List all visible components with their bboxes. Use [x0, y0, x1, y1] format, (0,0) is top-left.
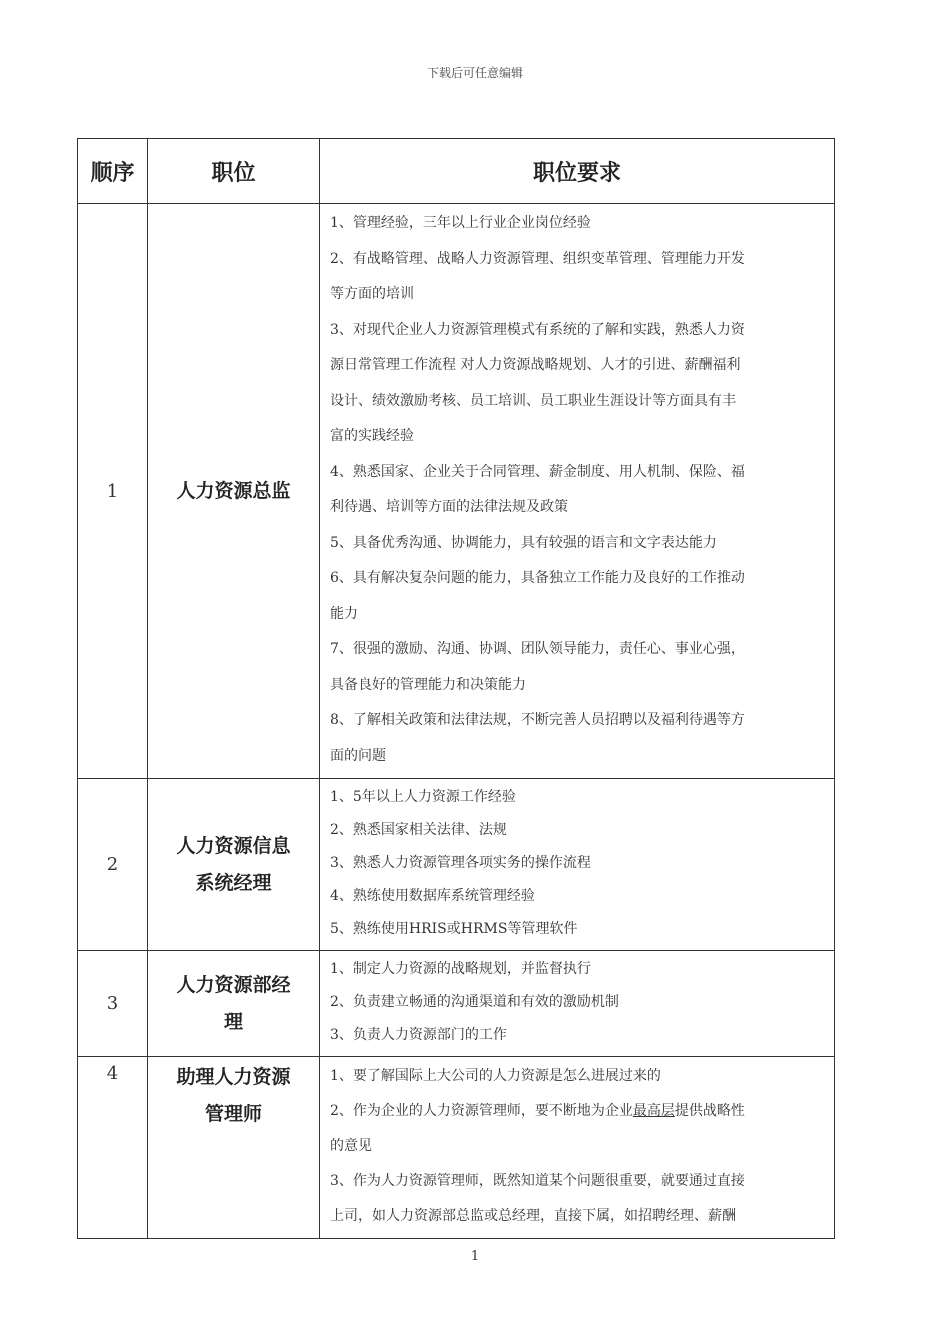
page-number: 1: [470, 1249, 480, 1264]
requirement-line: 5、具备优秀沟通、协调能力，具有较强的语言和文字表达能力: [330, 534, 717, 551]
requirements-cell: [320, 204, 835, 779]
position-cell: [148, 1057, 320, 1239]
requirement-line: 富的实践经验: [330, 428, 414, 444]
requirement-line: 利待遇、培训等方面的法律法规及政策: [330, 499, 568, 515]
requirement-line: 面的问题: [330, 747, 386, 764]
requirement-line: 4、熟悉国家、企业关于合同管理、薪金制度、用人机制、保险、福: [330, 463, 745, 480]
requirements-cell: [320, 951, 835, 1057]
requirement-text: 提供战略性: [674, 1103, 745, 1119]
requirement-line: [330, 1094, 824, 1129]
requirement-line: 2、熟悉国家相关法律、法规: [330, 822, 507, 838]
requirement-line: 1、管理经验，三年以上行业企业岗位经验: [330, 215, 591, 231]
position-line: 系统经理: [195, 871, 272, 894]
requirement-line: 5、熟练使用HRIS或HRMS等管理软件: [330, 921, 578, 937]
column-header-position: 职位: [148, 139, 320, 204]
requirement-line: 具备良好的管理能力和决策能力: [330, 676, 526, 693]
requirement-line: 设计、绩效激励考核、员工培训、员工职业生涯设计等方面具有丰: [330, 392, 736, 409]
requirement-line: 4、熟练使用数据库系统管理经验: [330, 888, 535, 904]
order-cell: 4: [78, 1057, 148, 1239]
requirement-line: 的意见: [330, 1138, 372, 1154]
position-line: 助理人力资源: [176, 1066, 291, 1088]
requirement-line: 能力: [330, 605, 358, 622]
requirement-line: 上司，如人力资源部总监或总经理，直接下属，如招聘经理、薪酬: [330, 1208, 736, 1224]
requirement-line: 3、负责人力资源部门的工作: [330, 1027, 507, 1043]
position-line: 人力资源部经: [176, 973, 291, 996]
requirement-line: 3、对现代企业人力资源管理模式有系统的了解和实践，熟悉人力资: [330, 321, 745, 338]
table-row: [78, 779, 835, 951]
position-line: 理: [223, 1010, 243, 1033]
table-row: [78, 204, 835, 779]
requirement-line: 7、很强的激励、沟通、协调、团队领导能力，责任心、事业心强，: [330, 641, 745, 657]
requirement-line: 等方面的培训: [330, 286, 414, 302]
position-cell: [148, 779, 320, 951]
requirement-line: 1、制定人力资源的战略规划，并监督执行: [330, 961, 591, 977]
page-header: 下载后可任意编辑: [426, 66, 523, 80]
requirement-line: 源日常管理工作流程 对人力资源战略规划、人才的引进、薪酬福利: [330, 357, 741, 373]
requirement-line: 8、了解相关政策和法律法规，不断完善人员招聘以及福利待遇等方: [330, 712, 745, 728]
order-cell: 2: [78, 779, 148, 951]
order-cell: 1: [78, 204, 148, 779]
requirement-line: 6、具有解决复杂问题的能力，具备独立工作能力及良好的工作推动: [330, 570, 745, 586]
underlined-term: 最高层: [632, 1103, 675, 1119]
table-row: [78, 1057, 835, 1239]
requirement-line: 1、5年以上人力资源工作经验: [330, 789, 516, 805]
requirement-line: 2、有战略管理、战略人力资源管理、组织变革管理、管理能力开发: [330, 250, 745, 267]
position-line: 管理师: [204, 1103, 262, 1125]
job-requirements-table: [77, 138, 835, 1239]
requirement-line: 3、熟悉人力资源管理各项实务的操作流程: [330, 855, 591, 871]
requirements-cell: [320, 1057, 835, 1239]
order-cell: 3: [78, 951, 148, 1057]
position-cell: [148, 951, 320, 1057]
table-header-row: [78, 139, 835, 204]
requirement-line: 2、负责建立畅通的沟通渠道和有效的激励机制: [330, 994, 619, 1010]
requirement-line: 3、作为人力资源管理师，既然知道某个问题很重要，就要通过直接: [330, 1173, 745, 1189]
column-header-requirements: 职位要求: [320, 139, 835, 204]
position-line: 人力资源信息: [176, 834, 291, 857]
requirement-line: 1、要了解国际上大公司的人力资源是怎么进展过来的: [330, 1068, 661, 1084]
table-row: [78, 951, 835, 1057]
requirement-text: 2、作为企业的人力资源管理师，要不断地为企业: [330, 1103, 633, 1119]
requirements-cell: [320, 779, 835, 951]
column-header-order: 顺序: [78, 139, 148, 204]
position-cell: 人力资源总监: [148, 204, 320, 779]
